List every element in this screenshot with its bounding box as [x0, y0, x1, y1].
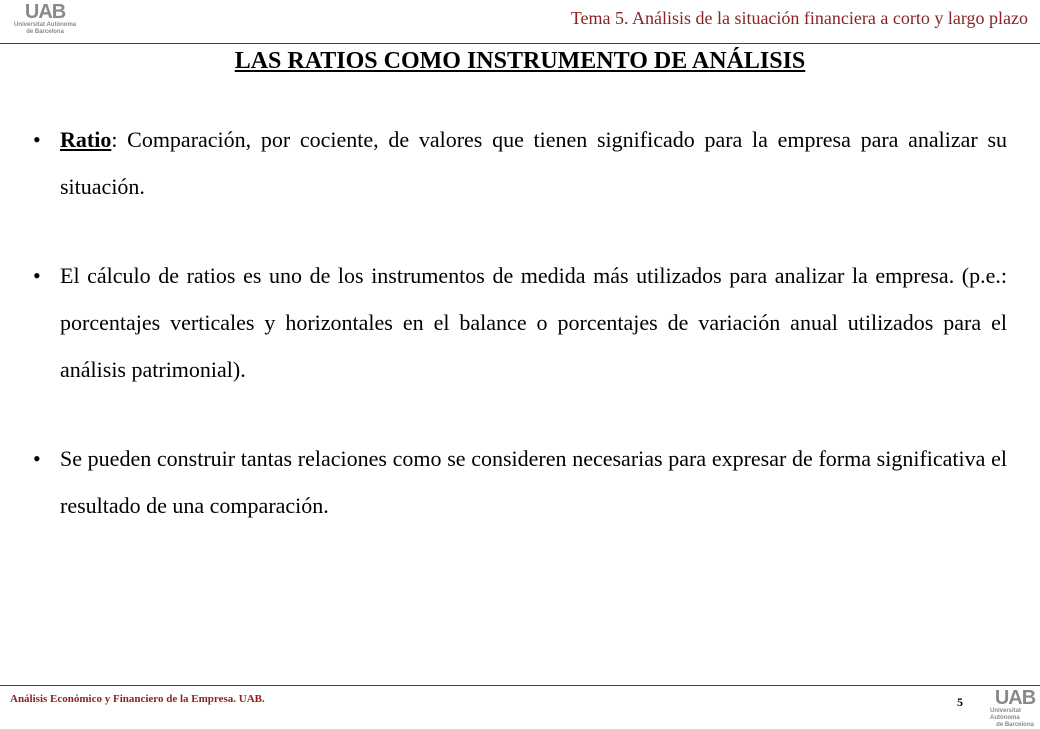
bullet-text: El cálculo de ratios es uno de los instrumentos de medida más utilizados para analizar la empresa. (p.e.: porcentajes verticales y horizontales en el balance o porcentajes de variación anual utilizados para el análisis patrimonial).: [60, 263, 1007, 382]
logo-line-1: Universitat Autònoma: [14, 22, 77, 28]
uab-logo-header: [14, 2, 76, 36]
bullet-text: Se pueden construir tantas relaciones como se consideren necesarias para expresar de forma significativa el resultado de una comparación.: [60, 446, 1007, 518]
bullet-item-relaciones: [33, 435, 1007, 529]
logo-mark: UAB: [994, 687, 1036, 709]
header-divider: [0, 43, 1040, 44]
bullet-marker: •: [33, 263, 41, 288]
bullet-marker: •: [33, 127, 41, 152]
logo-mark: UAB: [24, 1, 66, 23]
page-number: 5: [957, 695, 963, 709]
slide-title: LAS RATIOS COMO INSTRUMENTO DE ANÁLISIS: [234, 48, 806, 74]
bullet-term: Ratio: [60, 127, 112, 152]
bullet-text: : Comparación, por cociente, de valores que tienen significado para la empresa para analizar su situación.: [60, 127, 1007, 199]
logo-line-2: de Barcelona: [996, 722, 1034, 728]
bullet-marker: •: [33, 446, 41, 471]
bullet-item-calculo: [33, 252, 1007, 393]
footer-course: Análisis Económico y Financiero de la Empresa. UAB.: [10, 693, 265, 705]
logo-line-1: Universitat Autònoma: [990, 708, 1022, 721]
topic-header: Tema 5. Análisis de la situación financiera a corto y largo plazo: [570, 8, 1028, 28]
logo-line-2: de Barcelona: [26, 29, 64, 35]
bullet-list: [33, 116, 1007, 571]
bullet-item-ratio: [33, 116, 1007, 210]
uab-logo-footer: [990, 688, 1040, 729]
footer-divider: [0, 685, 1040, 686]
